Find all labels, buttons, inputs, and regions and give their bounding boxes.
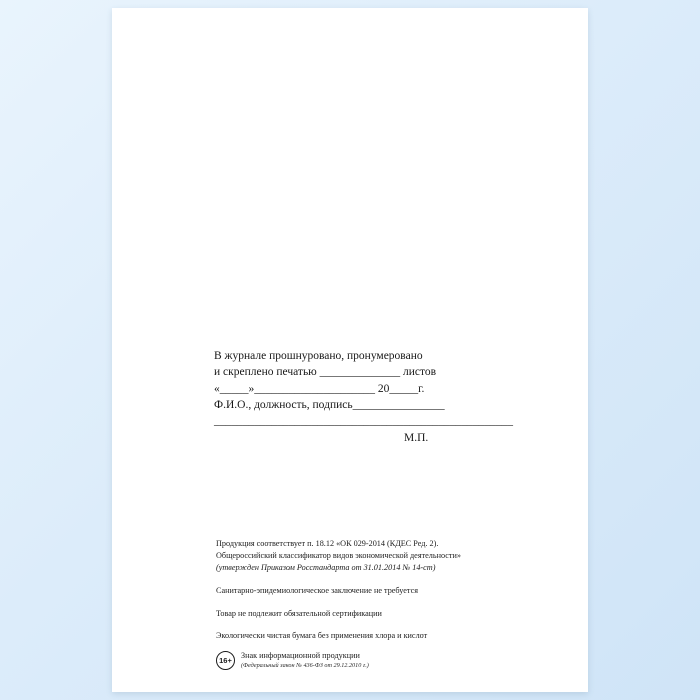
product-compliance-note <box>216 538 566 574</box>
age-rating-text <box>241 651 369 670</box>
certification-line-1: В журнале прошнуровано, пронумеровано <box>214 350 423 362</box>
seal-mark: М.П. <box>404 432 429 444</box>
sanitary-note: Санитарно-эпидемиологическое заключение не требуется <box>216 585 418 595</box>
product-compliance-line-1: Продукция соответствует п. 18.12 «ОК 029-2014 (КДЕС Ред. 2). <box>216 539 439 548</box>
certification-line-3: «_____»_____________________ 20_____г. <box>214 382 425 395</box>
age-rating-law: (Федеральный закон № 436-ФЗ от 29.12.2010 г.) <box>241 662 369 670</box>
document-page <box>112 8 588 692</box>
footer-notes <box>216 538 566 670</box>
certification-line-5: ____________________________________________________ <box>214 415 513 428</box>
age-rating-badge: 16+ <box>216 651 235 670</box>
age-rating-label: Знак информационной продукции <box>241 651 360 661</box>
paper-note: Экологически чистая бумага без применения хлора и кислот <box>216 631 428 641</box>
product-compliance-line-2: Общероссийский классификатор видов экономической деятельности» <box>216 550 461 560</box>
certification-line-2: и скреплено печатью ______________ листов <box>214 366 437 379</box>
age-rating-row <box>216 651 566 670</box>
product-compliance-order: (утвержден Приказом Росстандарта от 31.01.2014 № 14-ст) <box>216 562 436 572</box>
certification-note: Товар не подлежит обязательной сертификации <box>216 608 382 618</box>
certification-block <box>214 348 544 430</box>
certification-line-4: Ф.И.О., должность, подпись________________ <box>214 398 445 411</box>
